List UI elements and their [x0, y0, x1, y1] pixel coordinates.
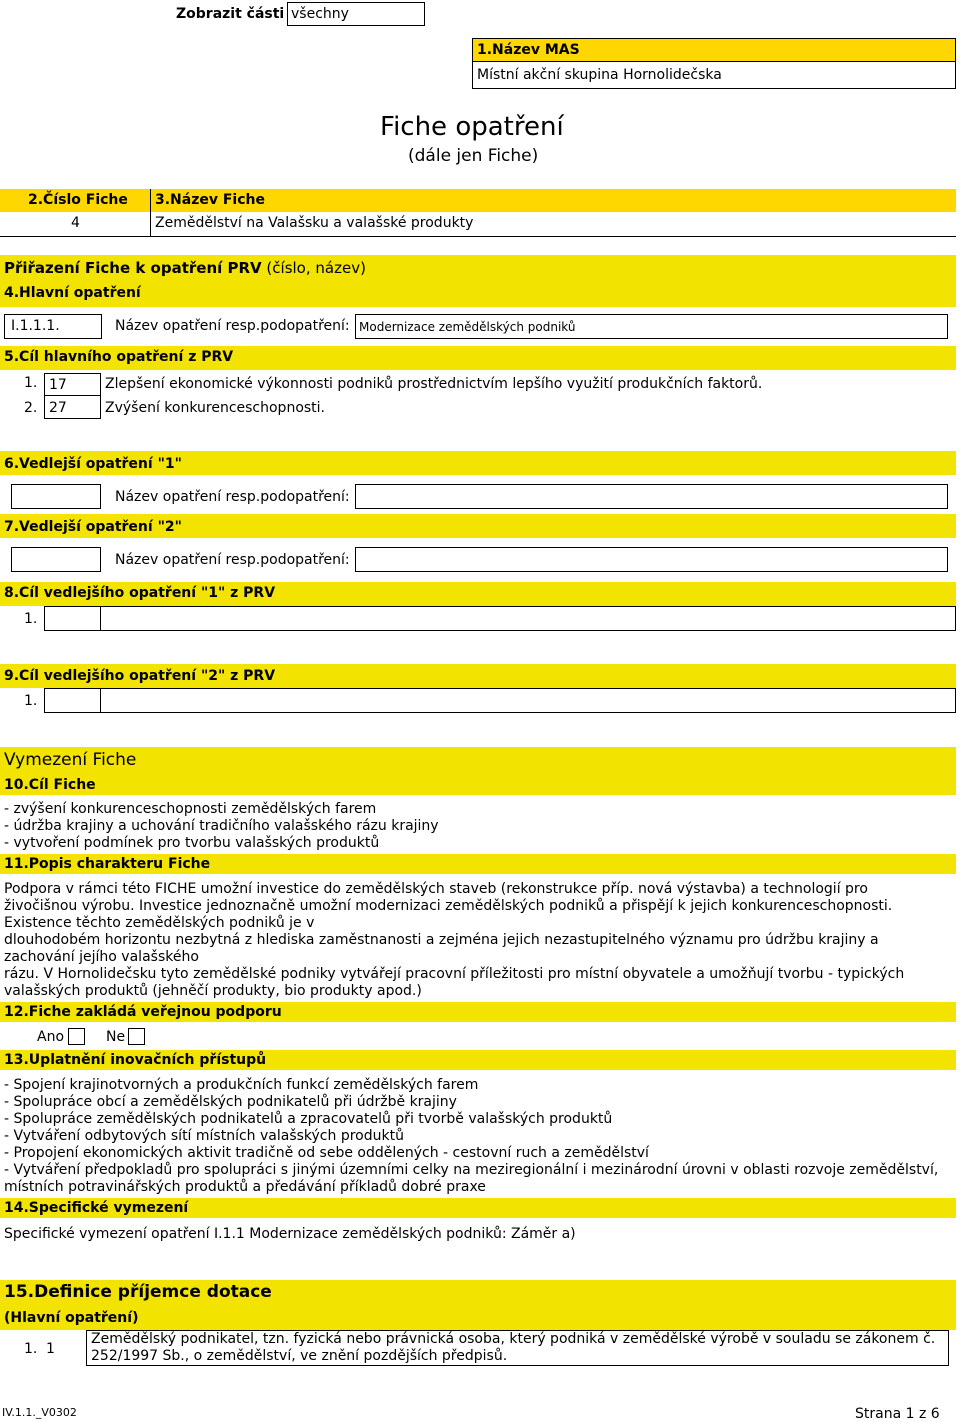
main-goal-code-box-1	[44, 373, 101, 396]
side1-bar	[0, 451, 956, 475]
show-parts-value: všechny	[291, 6, 349, 22]
side1-code-box	[11, 484, 101, 509]
no-label: Ne	[106, 1029, 126, 1045]
mas-label: 1.Název MAS	[477, 42, 580, 58]
show-parts-label: Zobrazit části	[176, 6, 285, 22]
beneficiary-subheading: (Hlavní opatření)	[4, 1310, 139, 1326]
yes-checkbox[interactable]	[68, 1028, 85, 1045]
side-goal1-num: 1.	[24, 611, 38, 627]
page-title: Fiche opatření	[380, 112, 564, 142]
public-support-bar	[0, 1002, 956, 1022]
mas-label-bar	[472, 38, 956, 62]
beneficiary-bar	[0, 1280, 956, 1330]
definition-bar	[0, 747, 956, 775]
side1-label: 6.Vedlejší opatření "1"	[4, 456, 182, 472]
specific-label: 14.Specifické vymezení	[4, 1200, 189, 1216]
mas-value: Místní akční skupina Hornolidečska	[477, 67, 722, 83]
fiche-header-bar	[0, 189, 956, 212]
side1-name-box	[355, 484, 948, 509]
mas-value-box	[472, 61, 956, 89]
beneficiary-text: Zemědělský podnikatel, tzn. fyzická nebo právnická osoba, který podniká v zemědělské výrobě v souladu se zákonem č. 252/1997 Sb., o zemědělství, ve znění pozdějších předpisů.	[91, 1331, 936, 1364]
side-goal2-bar	[0, 664, 956, 688]
main-measure-label: 4.Hlavní opatření	[4, 285, 141, 301]
side2-label: 7.Vedlejší opatření "2"	[4, 519, 182, 535]
yes-label: Ano	[37, 1029, 65, 1045]
desc-label: 11.Popis charakteru Fiche	[4, 856, 211, 872]
side2-code-box	[11, 547, 101, 572]
side-goal1-code-box	[44, 606, 101, 631]
main-measure-code-box	[4, 314, 102, 339]
main-goal-code-box-2	[44, 395, 101, 419]
main-goal-text-2: Zvýšení konkurenceschopnosti.	[105, 400, 326, 416]
innovation-text: - Spojení krajinotvorných a produkčních funkcí zemědělských farem - Spolupráce obcí a zemědělských podnikatelů při údržbě krajiny - Spolupráce zemědělských podnikatelů a zpracovatelů při tvorbě valašských produktů - Vytváření odbytových sítí místních valašských produktů - Propojení ekonomických aktivit tradičně od sebe oddělených - cestovní ruch a zemědělství - Vytváření předpokladů pro spolupráci s jinými územními celky na meziregionální i mezinárodní úrovni v oblasti rozvoje zemědělství, místních potravinářských produktů a předávání příkladů dobré praxe	[4, 1077, 939, 1195]
main-goal-bar	[0, 346, 956, 370]
side-goal2-text-box	[100, 688, 956, 713]
footer-code: IV.1.1._V0302	[2, 1406, 77, 1419]
specific-text: Specifické vymezení opatření I.1.1 Modernizace zemědělských podniků: Záměr a)	[4, 1226, 576, 1242]
innovation-bar	[0, 1050, 956, 1070]
specific-bar	[0, 1198, 956, 1218]
desc-bar	[0, 854, 956, 874]
main-goal-label: 5.Cíl hlavního opatření z PRV	[4, 349, 234, 365]
show-parts-select[interactable]	[287, 2, 425, 26]
side2-name-box	[355, 547, 948, 572]
public-support-label: 12.Fiche zakládá veřejnou podporu	[4, 1004, 282, 1020]
assignment-heading-bold: Přiřazení Fiche k opatření PRV	[4, 259, 262, 277]
goal-fiche-text: - zvýšení konkurenceschopnosti zemědělských farem - údržba krajiny a uchování tradičního valašského rázu krajiny - vytvoření podmínek pro tvorbu valašských produktů	[4, 801, 439, 851]
main-goal-num-1: 1.	[24, 375, 38, 391]
side-goal1-bar	[0, 582, 956, 606]
side-goal2-label: 9.Cíl vedlejšího opatření "2" z PRV	[4, 668, 276, 684]
main-goal-code-1: 17	[49, 377, 67, 393]
goal-fiche-label: 10.Cíl Fiche	[4, 777, 96, 793]
side1-name-label: Název opatření resp.podopatření:	[115, 489, 350, 505]
main-goal-text-1: Zlepšení ekonomické výkonnosti podniků prostřednictvím lepšího využití produkčních faktorů.	[105, 376, 763, 392]
fiche-name-label: 3.Název Fiche	[155, 192, 265, 208]
footer-page: Strana 1 z 6	[855, 1406, 940, 1422]
main-measure-name-label: Název opatření resp.podopatření:	[115, 318, 350, 334]
side2-bar	[0, 514, 956, 538]
assignment-heading	[4, 259, 366, 277]
page-subtitle: (dále jen Fiche)	[408, 146, 539, 166]
assignment-heading-rest: (číslo, název)	[261, 259, 366, 277]
side-goal2-num: 1.	[24, 693, 38, 709]
divider	[0, 236, 956, 237]
beneficiary-num: 1.	[24, 1341, 38, 1357]
side2-name-label: Název opatření resp.podopatření:	[115, 552, 350, 568]
beneficiary-text-box	[86, 1330, 949, 1366]
side-goal2-code-box	[44, 688, 101, 713]
main-measure-name-box	[355, 314, 948, 339]
side-goal1-text-box	[100, 606, 956, 631]
goal-fiche-bar	[0, 775, 956, 795]
main-measure-name: Modernizace zemědělských podniků	[359, 320, 576, 334]
fiche-divider	[150, 189, 151, 237]
desc-text: Podpora v rámci této FICHE umožní investice do zemědělských staveb (rekonstrukce příp. nová výstavba) a technologií pro živočišnou výrobu. Investice jednoznačně umožní modernizaci zemědělských podniků a přispějí k jejich konkurenceschopnosti. Existence těchto zemědělských podniků je v dlouhodobém horizontu nezbytná z hlediska zaměstnanosti a zejména jejich nezastupitelného významu pro údržbu krajiny a zachování jejího valašského rázu. V Hornolidečsku tyto zemědělské podniky vytvářejí pracovní příležitosti pro místní obyvatele a umožňují tvorbu - typických valašských produktů (jehněčí produkty, bio produkty apod.)	[4, 881, 905, 999]
definition-heading: Vymezení Fiche	[4, 750, 137, 770]
side-goal1-label: 8.Cíl vedlejšího opatření "1" z PRV	[4, 585, 276, 601]
main-measure-code: I.1.1.1.	[11, 318, 60, 334]
innovation-label: 13.Uplatnění inovačních přístupů	[4, 1052, 267, 1068]
beneficiary-code: 1	[46, 1341, 55, 1357]
main-goal-num-2: 2.	[24, 400, 38, 416]
beneficiary-heading: 15.Definice příjemce dotace	[4, 1282, 272, 1302]
main-goal-code-2: 27	[49, 400, 67, 416]
fiche-name: Zemědělství na Valašsku a valašské produkty	[155, 215, 474, 231]
fiche-number: 4	[71, 215, 80, 231]
fiche-number-label: 2.Číslo Fiche	[28, 192, 128, 208]
no-checkbox[interactable]	[128, 1028, 145, 1045]
